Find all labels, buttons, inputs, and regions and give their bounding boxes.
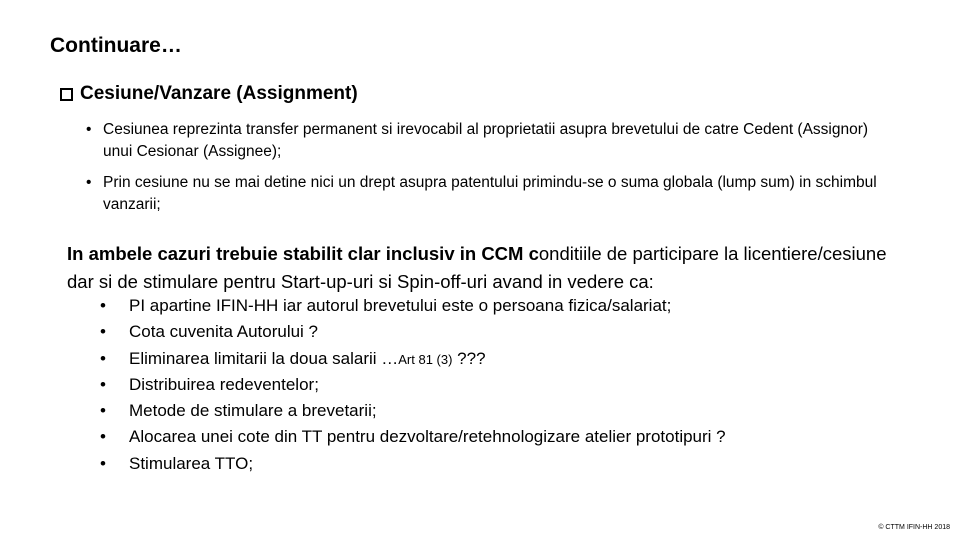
bullet-icon: • [100,296,106,315]
paragraph-text: onditiile de participare la licentiere/cesiune dar si de stimulare pentru Start-up-uri si Spin-off-uri avand in vedere ca: [67,243,887,292]
bullet-icon: • [100,322,106,342]
list-item-suffix: ??? [452,348,486,368]
list-item-text: Distribuirea redeventelor; [129,374,319,394]
page-title: Continuare… [50,34,182,57]
list-item [100,451,726,477]
list-item [100,372,726,398]
bullet-icon: • [100,427,106,447]
list-item [100,398,726,424]
copyright-footer: © CTTM IFIN-HH 2018 [878,524,950,531]
list-item-text: PI apartine IFIN-HH iar autorul brevetului este o persoana fizica/salariat; [129,296,672,315]
bullet-icon: • [86,121,92,138]
bullet-icon: • [100,374,106,394]
bullet-icon: • [100,348,106,368]
checkbox-bullet-icon [60,88,73,101]
article-reference: Art 81 (3) [398,351,453,367]
list-item [100,346,726,372]
bullet-item [86,119,886,163]
list-item-text: Eliminarea limitarii la doua salarii … [129,348,399,368]
list-item-text: Stimularea TTO; [129,453,254,473]
section-heading-text: Cesiune/Vanzare (Assignment) [80,83,358,104]
list-item [100,319,726,345]
list-item-text: Cota cuvenita Autorului ? [129,322,319,342]
list-item [100,424,726,450]
bullet-text: Prin cesiune nu se mai detine nici un drept asupra patentului primindu-se o suma globala (lump sum) in schimbul vanzarii; [103,174,877,213]
list-item-text: Alocarea unei cote din TT pentru dezvoltare/retehnologizare atelier prototipuri ? [129,427,726,447]
bullet-item [86,172,886,216]
list-item-text: Metode de stimulare a brevetarii; [129,401,377,421]
conditions-paragraph [67,240,917,296]
paragraph-bold-text: In ambele cazuri trebuie stabilit clar inclusiv in CCM c [67,243,539,264]
list-item [100,293,726,319]
bullet-icon: • [100,453,106,473]
conditions-list [100,293,726,477]
bullet-icon: • [86,174,92,191]
bullet-text: Cesiunea reprezinta transfer permanent si irevocabil al proprietatii asupra brevetului de catre Cedent (Assignor) unui Cesionar (Assignee); [103,121,869,160]
section-heading [60,83,358,105]
bullet-icon: • [100,401,106,421]
